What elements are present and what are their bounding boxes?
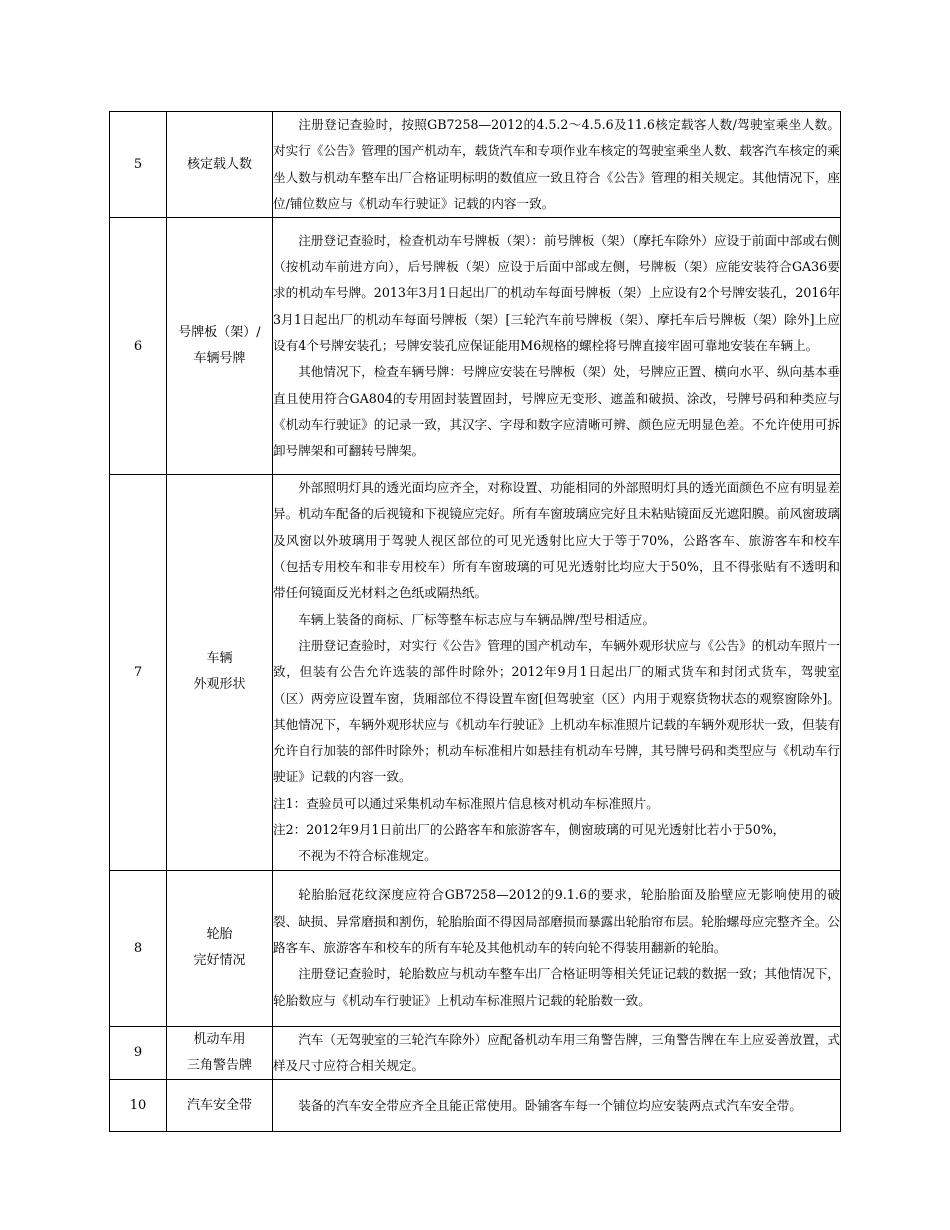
item-name-line: 车辆: [206, 651, 233, 667]
item-name-line: 核定载人数: [186, 156, 252, 172]
requirement-paragraph: 注册登记查验时，轮胎数应与机动车整车出厂合格证明等相关凭证记载的数据一致；其他情况下，轮胎数应与《机动车行驶证》上机动车标准照片记载的轮胎数一致。: [273, 966, 840, 1008]
row-number: 6: [110, 218, 167, 475]
row-number: 7: [110, 475, 167, 870]
row-number: 8: [110, 870, 167, 1026]
item-name: [167, 1080, 273, 1132]
requirement-paragraph: 其他情况下，检查车辆号牌：号牌应安装在号牌板（架）处，号牌应正置、横向水平、纵向基本垂直且使用符合GA804的专用固封装置固封，号牌应无变形、遮盖和破损、涂改，号牌号码和种类应与《机动车行驶证》的记录一致，其汉字、字母和数字应清晰可辨、颜色应无明显色差。不允许使用可拆卸号牌架和可翻转号牌架。: [273, 364, 840, 459]
row-number: 9: [110, 1026, 167, 1080]
requirement-paragraph: 车辆上装备的商标、厂标等整车标志应与车辆品牌/型号相适应。: [298, 611, 656, 627]
table-row: [110, 475, 841, 870]
item-name: [167, 870, 273, 1026]
requirement-cell: [273, 218, 841, 475]
requirement-cell: [273, 475, 841, 870]
item-name: [167, 475, 273, 870]
item-name-line: 三角警告牌: [186, 1057, 252, 1073]
requirement-paragraph: 装备的汽车安全带应齐全且能正常使用。卧铺客车每一个铺位均应安装两点式汽车安全带。: [298, 1097, 802, 1113]
item-name-line: 轮胎: [206, 927, 233, 943]
item-name-line: 外观形状: [193, 677, 246, 693]
table-row: [110, 870, 841, 1026]
requirement-cell: [273, 112, 841, 218]
note-2: 注2：2012年9月1日前出厂的公路客车和旅游客车，侧窗玻璃的可见光透射比若小于50%，: [273, 822, 786, 838]
table-row: [110, 1026, 841, 1080]
item-name-line: 汽车安全带: [186, 1097, 252, 1113]
row-number: 5: [110, 112, 167, 218]
requirement-paragraph: 汽车（无驾驶室的三轮汽车除外）应配备机动车用三角警告牌，三角警告牌在车上应妥善放置，式样及尺寸应符合相关规定。: [273, 1031, 840, 1073]
table-row: [110, 1080, 841, 1132]
requirement-cell: [273, 1080, 841, 1132]
item-name: [167, 1026, 273, 1080]
requirement-paragraph: 外部照明灯具的透光面均应齐全，对称设置、功能相同的外部照明灯具的透光面颜色不应有明显差异。机动车配备的后视镜和下视镜应完好。所有车窗玻璃应完好且未粘贴镜面反光遮阳膜。前风窗玻璃及风窗以外玻璃用于驾驶人视区部位的可见光透射比应大于等于70%，公路客车、旅游客车和校车（包括专用校车和非专用校车）所有车窗玻璃的可见光透射比均应大于50%，且不得张贴有不透明和带任何镜面反光材料之色纸或隔热纸。: [273, 480, 840, 601]
requirement-paragraph: 注册登记查验时，检查机动车号牌板（架）：前号牌板（架）（摩托车除外）应设于前面中部或右侧（按机动车前进方向），后号牌板（架）应设于后面中部或左侧，号牌板（架）应能安装符合GA36要求的机动车号牌。2013年3月1日起出厂的机动车每面号牌板（架）上应设有2个号牌安装孔，2016年3月1日起出厂的机动车每面号牌板（架）[三轮汽车前号牌板（架）、摩托车后号牌板（架）除外]上应设有4个号牌安装孔；号牌安装孔应保证能用M6规格的螺栓将号牌直接牢固可靠地安装在车辆上。: [273, 232, 840, 354]
item-name: [167, 218, 273, 475]
requirement-cell: [273, 1026, 841, 1080]
requirement-paragraph: 轮胎胎冠花纹深度应符合GB7258—2012的9.1.6的要求，轮胎胎面及胎壁应无影响使用的破裂、缺损、异常磨损和割伤，轮胎胎面不得因局部磨损而暴露出轮胎帘布层。轮胎螺母应完整齐全。公路客车、旅游客车和校车的所有车轮及其他机动车的转向轮不得装用翻新的轮胎。: [273, 887, 840, 955]
requirement-paragraph: 注册登记查验时，按照GB7258—2012的4.5.2～4.5.6及11.6核定载客人数/驾驶室乘坐人数。对实行《公告》管理的国产机动车，载货汽车和专项作业车核定的驾驶室乘坐人数、载客汽车核定的乘坐人数与机动车整车出厂合格证明标明的数值应一致且符合《公告》管理的相关规定。其他情况下，座位/铺位数应与《机动车行驶证》记载的内容一致。: [273, 117, 840, 211]
row-number: 10: [110, 1080, 167, 1132]
table-row: [110, 112, 841, 218]
table-row: [110, 218, 841, 475]
item-name-line: 号牌板（架）/: [178, 325, 261, 341]
note-1: 注1：查验员可以通过采集机动车标准照片信息核对机动车标准照片。: [273, 795, 659, 811]
requirement-cell: [273, 870, 841, 1026]
inspection-table: [109, 111, 841, 1132]
item-name: [167, 112, 273, 218]
item-name-line: 机动车用: [193, 1031, 246, 1047]
requirement-paragraph: 注册登记查验时，对实行《公告》管理的国产机动车，车辆外观形状应与《公告》的机动车照片一致，但装有公告允许选装的部件时除外；2012年9月1日起出厂的厢式货车和封闭式货车，驾驶室（区）两旁应设置车窗，货厢部位不得设置车窗[但驾驶室（区）内用于观察货物状态的观察窗除外]。其他情况下，车辆外观形状应与《机动车行驶证》上机动车标准照片记载的车辆外观形状一致，但装有允许自行加装的部件时除外；机动车标准相片如悬挂有机动车号牌，其号牌号码和类型应与《机动车行驶证》记载的内容一致。: [273, 637, 840, 785]
note-2-continued: 不视为不符合标准规定。: [298, 848, 437, 864]
item-name-line: 完好情况: [193, 953, 246, 969]
item-name-line: 车辆号牌: [193, 351, 246, 367]
